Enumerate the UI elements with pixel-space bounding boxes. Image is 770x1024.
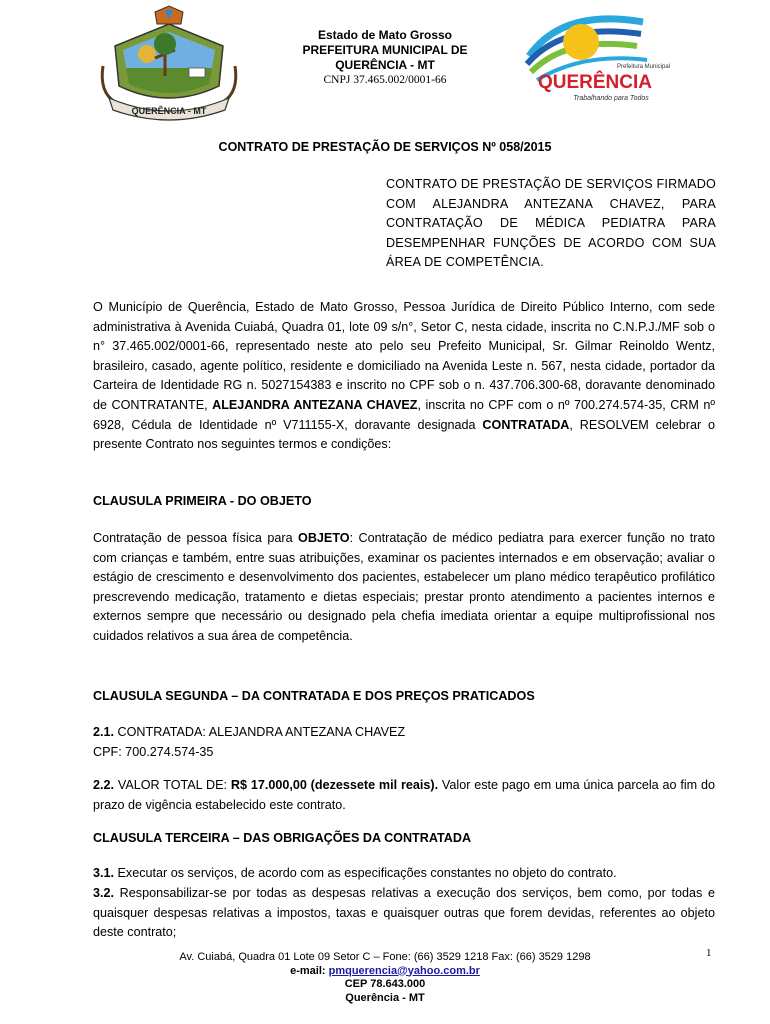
contract-summary: CONTRATO DE PRESTAÇÃO DE SERVIÇOS FIRMADO COM ALEJANDRA ANTEZANA CHAVEZ, PARA CONTRATAÇÃO DE MÉDICA PEDIATRA PARA DESEMPENHAR FUNÇÕES DE ACORDO COM SUA ÁREA DE COMPETÊNCIA. — [386, 177, 716, 269]
item-text: VALOR TOTAL DE: — [114, 778, 231, 792]
municipal-crest-icon — [95, 6, 243, 118]
footer-cep: CEP 78.643.000 — [344, 978, 426, 990]
item-number: 3.2. — [93, 886, 115, 900]
clause-1-heading: CLAUSULA PRIMEIRA - DO OBJETO — [93, 494, 312, 508]
page-number: 1 — [706, 947, 712, 959]
item-text: Responsabilizar-se por todas as despesas relativas a execução dos serviços, bem como, por todas e quaisquer despesas relativas a impostos, taxas e quaisquer outras que forem devidas, referentes ao objeto deste contrato; — [93, 886, 715, 940]
state-name: Estado de Mato Grosso — [317, 28, 453, 42]
prefeitura-name: PREFEITURA MUNICIPAL DE — [302, 43, 468, 57]
item-number: 2.1. — [93, 725, 115, 739]
clause-2-heading: CLAUSULA SEGUNDA – DA CONTRATADA E DOS PREÇOS PRATICADOS — [93, 689, 535, 703]
email-link[interactable]: pmquerencia@yahoo.com.br — [328, 964, 480, 977]
footer-address: Av. Cuiabá, Quadra 01 Lote 09 Setor C – Fone: (66) 3529 1218 Fax: (66) 3529 1298 — [179, 951, 591, 963]
contract-title: CONTRATO DE PRESTAÇÃO DE SERVIÇOS Nº 058/2015 — [218, 140, 552, 154]
logo-name-text: QUERÊNCIA — [537, 72, 653, 93]
preamble-paragraph — [93, 298, 715, 455]
clause-3-heading: CLAUSULA TERCEIRA – DAS OBRIGAÇÕES DA CONTRATADA — [93, 831, 472, 845]
city-name: QUERÊNCIA - MT — [335, 58, 435, 72]
clause-2-item-1-cpf: CPF: 700.274.574-35 — [93, 745, 214, 759]
footer-city: Querência - MT — [345, 991, 425, 1004]
item-text: CONTRATADA: ALEJANDRA ANTEZANA CHAVEZ — [114, 725, 406, 739]
clause-2-item-1 — [93, 723, 715, 743]
page-footer — [0, 951, 770, 1005]
item-number: 3.1. — [93, 866, 115, 880]
contratada-term: CONTRATADA — [482, 417, 570, 432]
item-text-rest: Valor este pago em uma única parcela ao fim do prazo de vigência estabelecido este contrato. — [93, 778, 715, 812]
clause-2-item-2 — [93, 776, 715, 815]
cnpj-number: CNPJ 37.465.002/0001-66 — [323, 74, 447, 86]
preamble-text-3: , RESOLVEM celebrar o presente Contrato nos seguintes termos e condições: — [93, 417, 715, 452]
clause-1-paragraph — [93, 529, 715, 647]
item-number: 2.2. — [93, 778, 115, 792]
clause-3-item-2 — [93, 884, 715, 943]
logo-small-text: Prefeitura Municipal — [617, 64, 671, 70]
querencia-logo-icon — [523, 12, 671, 110]
logo-tagline-text: Trabalhando para Todos — [573, 95, 649, 102]
contractor-name: ALEJANDRA ANTEZANA CHAVEZ — [212, 397, 418, 412]
objeto-term: OBJETO — [298, 531, 350, 545]
footer-email-line — [0, 965, 770, 979]
clause-1-text-2: : Contratação de médico pediatra para exercer função no trato com crianças e também, entre suas atribuições, examinar os pacientes internados e em observação; avaliar o estágio de crescimento e desenvolvimento dos pacientes, estabelecer um plano médico terapêutico profilático prescrevendo medicação, tratamento e dietas especiais; prestar pronto atendimento a pacientes internos e externos sempre que necessário ou designado pela chefia imediata orientar a equipe multiprofissional nos cuidados relativos a sua área de competência. — [93, 531, 715, 643]
total-value: R$ 17.000,00 (dezessete mil reais). — [230, 778, 439, 792]
letterhead — [260, 28, 510, 88]
clause-3-item-1 — [93, 864, 715, 884]
email-label: e-mail: — [290, 964, 329, 977]
crest-banner-text: QUERÊNCIA - MT — [131, 106, 207, 116]
preamble-text-1: O Município de Querência, Estado de Mato Grosso, Pessoa Jurídica de Direito Público Interno, com sede administrativa à Avenida Cuiabá, Quadra 01, lote 09 s/n°, Setor C, nesta cidade, inscrita no C.N.P.J./MF sob o n° 37.465.002/0001-66, representado neste ato pelo seu Prefeito Municipal, Sr. Gilmar Reinoldo Wentz, brasileiro, casado, agente político, residente e domiciliado na Avenida Leste n. 567, nesta cidade, portador da Carteira de Identidade RG n. 5027154383 e inscrito no CPF sob o n. 437.706.300-68, doravante denominado de CONTRATANTE, — [93, 300, 715, 412]
preamble-text-2: , inscrita no CPF com o nº 700.274.574-35, CRM nº 6928, Cédula de Identidade nº V711155-X, doravante designada — [93, 397, 715, 432]
clause-1-text-1: Contratação de pessoa física para — [93, 531, 299, 545]
item-text: Executar os serviços, de acordo com as especificações constantes no objeto do contrato. — [114, 866, 617, 880]
